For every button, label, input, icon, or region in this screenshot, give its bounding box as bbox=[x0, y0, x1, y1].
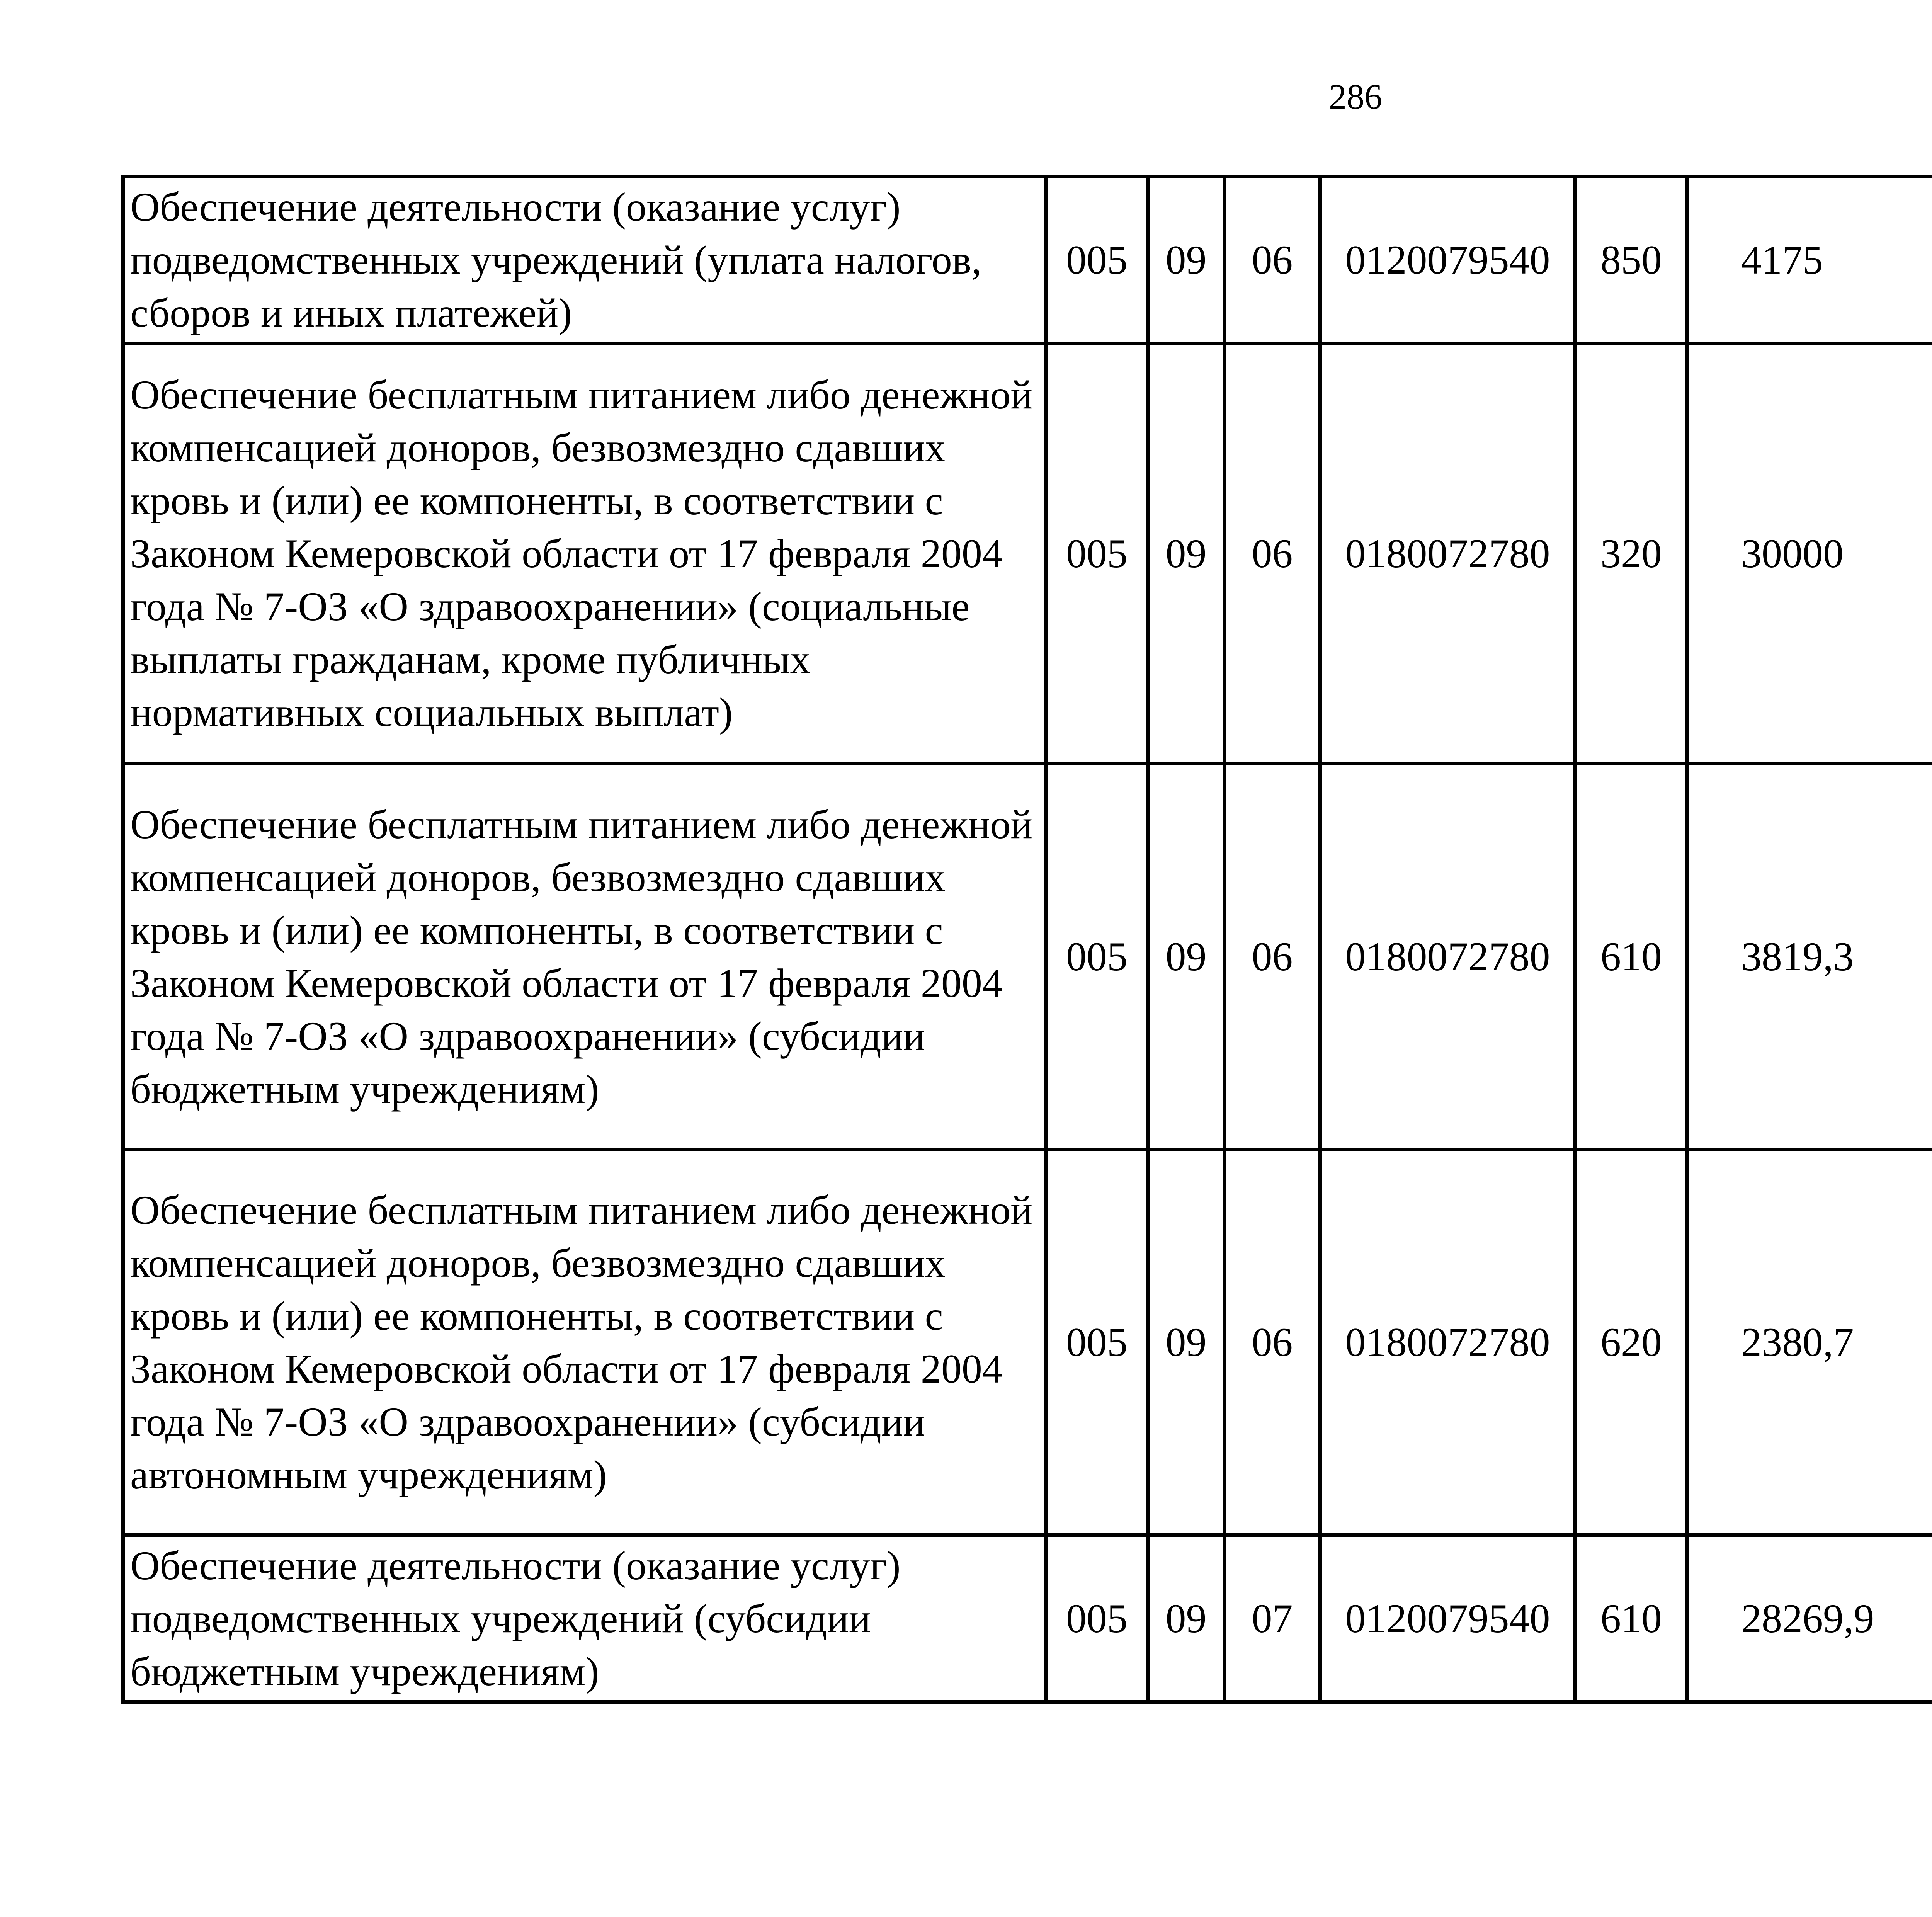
section-code: 09 bbox=[1148, 764, 1225, 1150]
table-row bbox=[123, 344, 1932, 764]
row-description: Обеспечение деятельности (оказание услуг) подведомственных учреждений (уплата налогов, сборов и иных платежей) bbox=[123, 177, 1046, 344]
expense-type-code: 610 bbox=[1575, 1535, 1687, 1702]
table-row bbox=[123, 177, 1932, 344]
section-code: 09 bbox=[1148, 177, 1225, 344]
amount-year-1: 4175 bbox=[1687, 177, 1932, 344]
subsection-code: 06 bbox=[1225, 764, 1320, 1150]
ministry-code: 005 bbox=[1046, 1150, 1148, 1535]
expense-type-code: 620 bbox=[1575, 1150, 1687, 1535]
amount-year-1: 3819,3 bbox=[1687, 764, 1932, 1150]
target-article-code: 0180072780 bbox=[1320, 344, 1575, 764]
table-row bbox=[123, 1535, 1932, 1702]
row-description: Обеспечение бесплатным питанием либо денежной компенсацией доноров, безвозмездно сдавших кровь и (или) ее компоненты, в соответствии с Законом Кемеровской области от 17 февраля 2004 года № 7-ОЗ «О здравоохранении» (субсидии автономным учреждениям) bbox=[123, 1150, 1046, 1535]
target-article-code: 0120079540 bbox=[1320, 177, 1575, 344]
expense-type-code: 320 bbox=[1575, 344, 1687, 764]
ministry-code: 005 bbox=[1046, 344, 1148, 764]
row-description: Обеспечение деятельности (оказание услуг) подведомственных учреждений (субсидии бюджетным учреждениям) bbox=[123, 1535, 1046, 1702]
target-article-code: 0180072780 bbox=[1320, 1150, 1575, 1535]
ministry-code: 005 bbox=[1046, 177, 1148, 344]
subsection-code: 06 bbox=[1225, 344, 1320, 764]
budget-table bbox=[121, 175, 1932, 1704]
expense-type-code: 850 bbox=[1575, 177, 1687, 344]
table-row bbox=[123, 1150, 1932, 1535]
row-description: Обеспечение бесплатным питанием либо денежной компенсацией доноров, безвозмездно сдавших кровь и (или) ее компоненты, в соответствии с Законом Кемеровской области от 17 февраля 2004 года № 7-ОЗ «О здравоохранении» (социальные выплаты гражданам, кроме публичных нормативных социальных выплат) bbox=[123, 344, 1046, 764]
subsection-code: 06 bbox=[1225, 1150, 1320, 1535]
subsection-code: 06 bbox=[1225, 177, 1320, 344]
expense-type-code: 610 bbox=[1575, 764, 1687, 1150]
amount-year-1: 2380,7 bbox=[1687, 1150, 1932, 1535]
target-article-code: 0120079540 bbox=[1320, 1535, 1575, 1702]
section-code: 09 bbox=[1148, 1150, 1225, 1535]
amount-year-1: 28269,9 bbox=[1687, 1535, 1932, 1702]
row-description: Обеспечение бесплатным питанием либо денежной компенсацией доноров, безвозмездно сдавших кровь и (или) ее компоненты, в соответствии с Законом Кемеровской области от 17 февраля 2004 года № 7-ОЗ «О здравоохранении» (субсидии бюджетным учреждениям) bbox=[123, 764, 1046, 1150]
ministry-code: 005 bbox=[1046, 1535, 1148, 1702]
table-row bbox=[123, 764, 1932, 1150]
section-code: 09 bbox=[1148, 1535, 1225, 1702]
target-article-code: 0180072780 bbox=[1320, 764, 1575, 1150]
ministry-code: 005 bbox=[1046, 764, 1148, 1150]
subsection-code: 07 bbox=[1225, 1535, 1320, 1702]
amount-year-1: 30000 bbox=[1687, 344, 1932, 764]
page-number: 286 bbox=[1329, 77, 1382, 116]
section-code: 09 bbox=[1148, 344, 1225, 764]
